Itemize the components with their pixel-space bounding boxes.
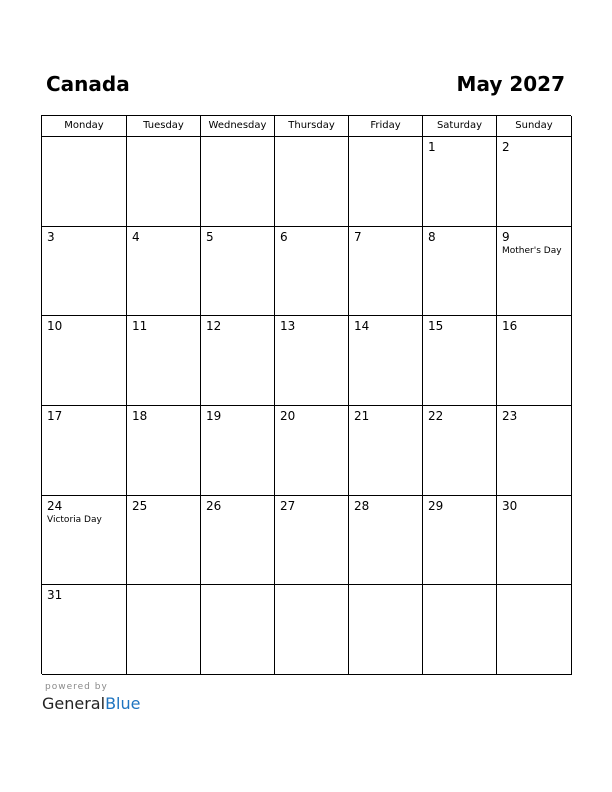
- day-cell: [42, 406, 127, 496]
- day-number: 19: [206, 408, 222, 423]
- weekday-header-monday: Monday: [42, 116, 127, 137]
- weekday-header-sunday: Sunday: [497, 116, 572, 137]
- day-number: 15: [428, 319, 444, 334]
- weekday-header-thursday: Thursday: [275, 116, 349, 137]
- day-number: 20: [280, 408, 296, 423]
- day-cell: [423, 585, 497, 675]
- weekday-header-friday: Friday: [349, 116, 423, 137]
- day-cell: [349, 227, 423, 317]
- day-number: 14: [354, 319, 370, 334]
- day-cell: [201, 496, 275, 586]
- brand-blue-text: Blue: [105, 694, 141, 713]
- day-cell: [497, 227, 572, 317]
- day-cell: [423, 137, 497, 227]
- day-number: 28: [354, 498, 370, 513]
- day-number: 5: [206, 229, 214, 244]
- day-cell: [201, 137, 275, 227]
- day-number: 23: [502, 408, 518, 423]
- brand-general-text: General: [42, 694, 106, 713]
- day-cell: [423, 406, 497, 496]
- day-cell: [497, 316, 572, 406]
- day-number: 27: [280, 498, 296, 513]
- day-cell: [349, 406, 423, 496]
- day-number: 10: [47, 319, 63, 334]
- day-cell: [423, 496, 497, 586]
- holiday-label: Victoria Day: [47, 514, 102, 525]
- day-number: 9: [502, 229, 510, 244]
- day-number: 18: [132, 408, 148, 423]
- day-cell: [201, 406, 275, 496]
- day-number: 3: [47, 229, 55, 244]
- weeks-grid: [42, 137, 571, 675]
- day-cell: [497, 496, 572, 586]
- day-cell: [349, 585, 423, 675]
- day-cell: [42, 496, 127, 586]
- day-number: 16: [502, 319, 518, 334]
- day-number: 2: [502, 140, 510, 154]
- month-year-title: May 2027: [456, 72, 565, 96]
- day-cell: [423, 227, 497, 317]
- day-cell: [349, 496, 423, 586]
- day-cell: [201, 316, 275, 406]
- day-number: 4: [132, 229, 140, 244]
- weekday-header-row: [42, 116, 571, 137]
- day-cell: [127, 316, 201, 406]
- generalblue-logo[interactable]: [42, 694, 140, 714]
- day-number: 24: [47, 498, 63, 513]
- day-cell: [201, 227, 275, 317]
- day-cell: [423, 316, 497, 406]
- day-cell: [275, 316, 349, 406]
- day-number: 26: [206, 498, 222, 513]
- day-number: 25: [132, 498, 148, 513]
- day-cell: [42, 316, 127, 406]
- day-number: 1: [428, 140, 436, 154]
- day-cell: [497, 585, 572, 675]
- day-cell: [497, 137, 572, 227]
- day-cell: [275, 406, 349, 496]
- day-cell: [42, 585, 127, 675]
- day-number: 6: [280, 229, 288, 244]
- day-cell: [42, 227, 127, 317]
- weekday-header-saturday: Saturday: [423, 116, 497, 137]
- day-cell: [275, 137, 349, 227]
- day-number: 22: [428, 408, 444, 423]
- day-cell: [349, 316, 423, 406]
- day-cell: [127, 227, 201, 317]
- country-title: Canada: [46, 72, 130, 96]
- day-cell: [127, 585, 201, 675]
- day-cell: [275, 585, 349, 675]
- holiday-label: Mother's Day: [502, 245, 562, 256]
- day-number: 17: [47, 408, 63, 423]
- day-cell: [127, 137, 201, 227]
- day-cell: [349, 137, 423, 227]
- day-number: 21: [354, 408, 370, 423]
- day-cell: [201, 585, 275, 675]
- day-cell: [275, 227, 349, 317]
- day-cell: [127, 496, 201, 586]
- day-number: 8: [428, 229, 436, 244]
- day-cell: [497, 406, 572, 496]
- weekday-header-wednesday: Wednesday: [201, 116, 275, 137]
- day-cell: [275, 496, 349, 586]
- powered-by-text: powered by: [45, 682, 108, 692]
- day-cell: [127, 406, 201, 496]
- calendar-grid: [41, 115, 571, 674]
- day-number: 13: [280, 319, 296, 334]
- day-number: 7: [354, 229, 362, 244]
- day-number: 11: [132, 319, 148, 334]
- day-number: 29: [428, 498, 444, 513]
- day-cell: [42, 137, 127, 227]
- day-number: 12: [206, 319, 222, 334]
- day-number: 30: [502, 498, 518, 513]
- weekday-header-tuesday: Tuesday: [127, 116, 201, 137]
- day-number: 31: [47, 588, 63, 603]
